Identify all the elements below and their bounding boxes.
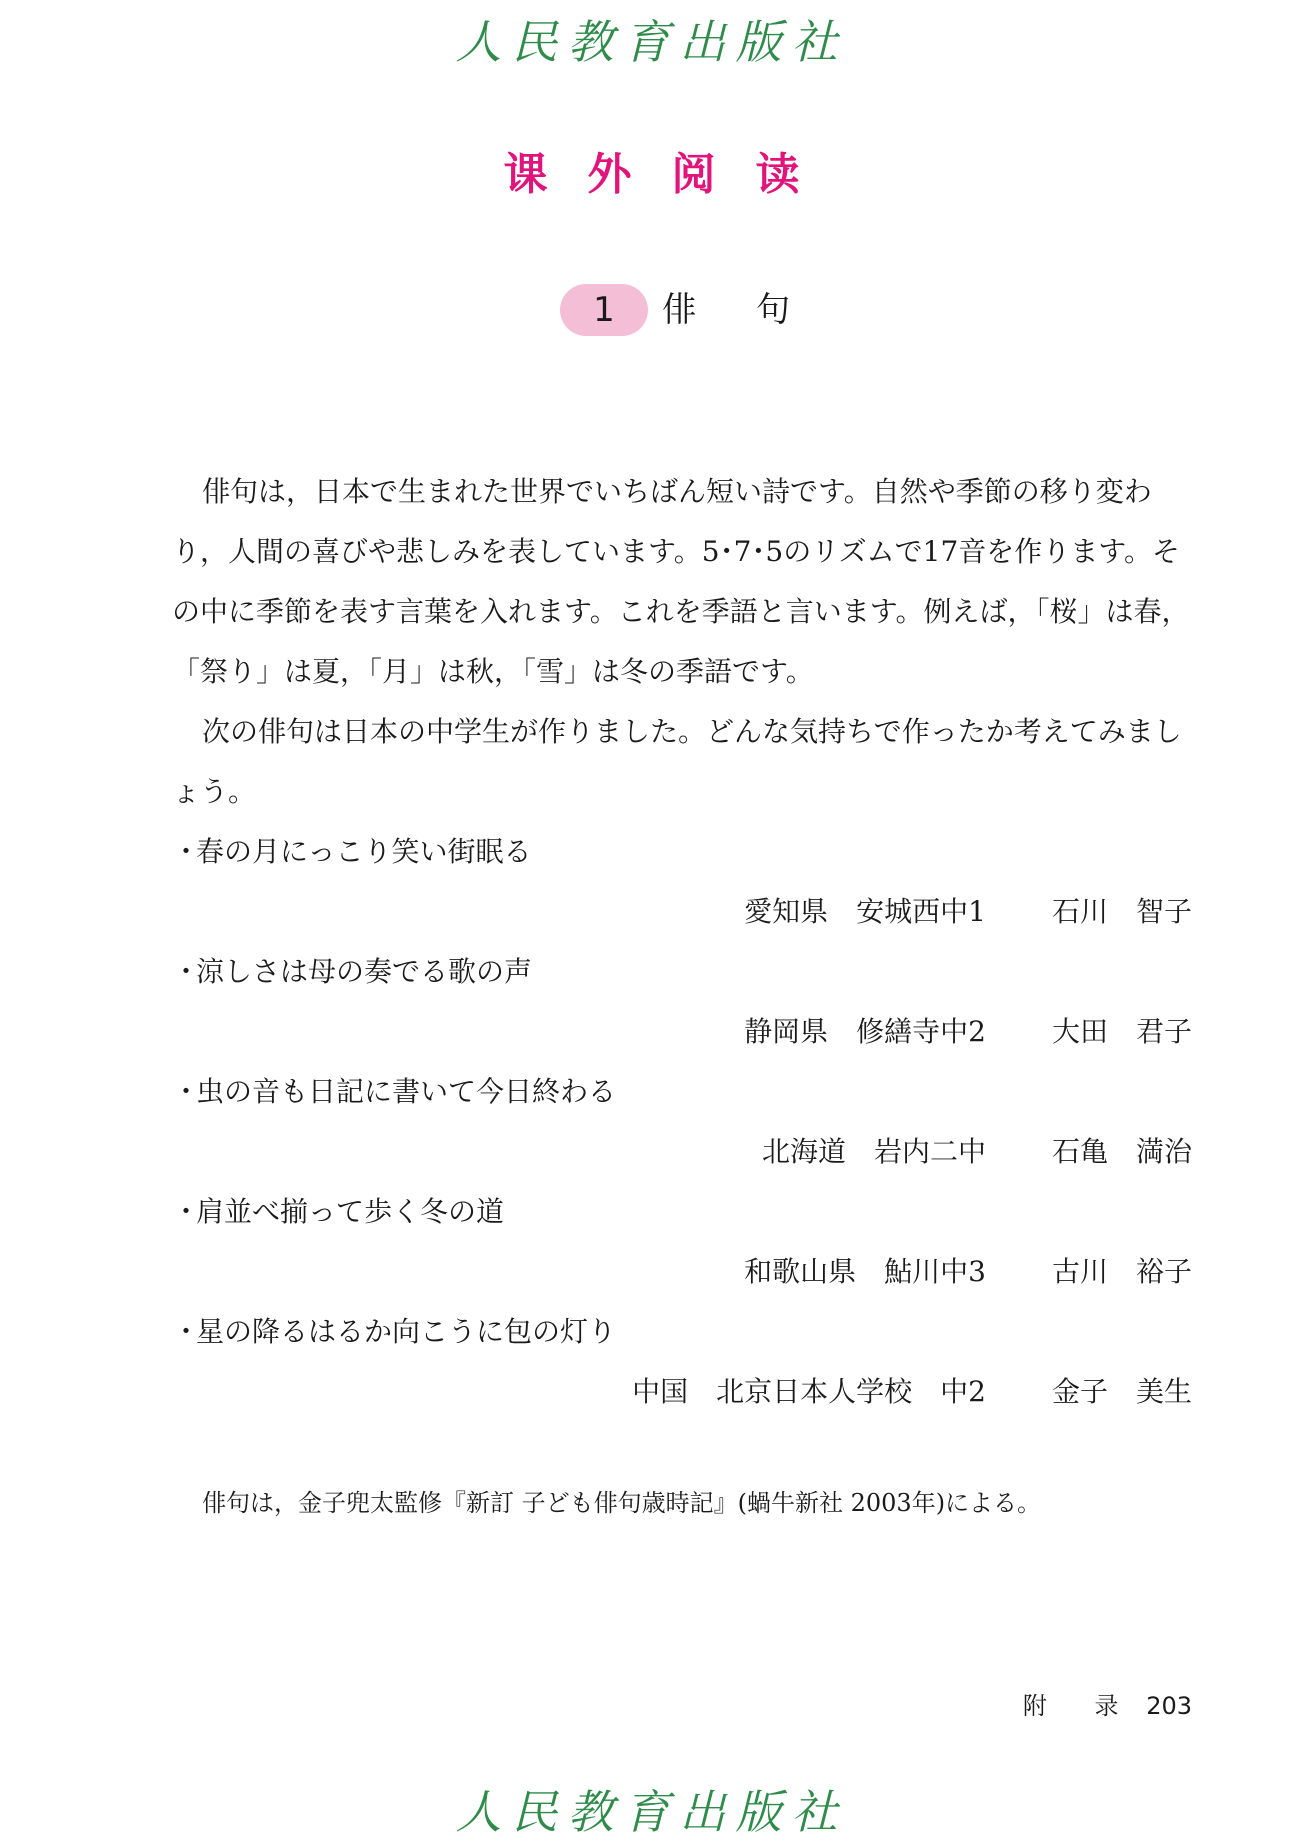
haiku-text: 肩並べ揃って歩く冬の道 bbox=[196, 1195, 505, 1228]
haiku-text: 春の月にっこり笑い街眠る bbox=[196, 835, 532, 868]
source-footnote: 俳句は，金子兜太監修『新訂 子ども俳句歳時記』(蝸牛新社 2003年)による。 bbox=[202, 1489, 1042, 1517]
haiku-school: 和歌山県 鮎川中3 bbox=[744, 1255, 986, 1288]
appendix-label: 附 录 bbox=[1022, 1692, 1139, 1720]
intro-paragraph-1: 俳句は，日本で生まれた世界でいちばん短い詩です。自然や季節の移り変わり，人間の喜びや悲しみを表しています。5･7･5のリズムで17音を作ります。その中に季節を表す言葉を入れます。これを季語と言います。例えば，「桜」は春，「祭り」は夏，「月」は秋，「雪」は冬の季語です。 bbox=[172, 475, 1190, 688]
haiku-author: 金子 美生 bbox=[1051, 1375, 1192, 1408]
haiku-attribution bbox=[172, 1122, 1192, 1182]
haiku-line: ・涼しさは母の奏でる歌の声 bbox=[172, 955, 533, 988]
haiku-author: 古川 裕子 bbox=[1051, 1255, 1192, 1288]
haiku-school: 愛知県 安城西中1 bbox=[744, 895, 986, 928]
haiku-attribution bbox=[172, 1362, 1192, 1422]
page-footer bbox=[1023, 1686, 1192, 1721]
haiku-line: ・春の月にっこり笑い街眠る bbox=[172, 835, 532, 868]
haiku-line: ・虫の音も日記に書いて今日終わる bbox=[172, 1075, 617, 1108]
publisher-footer: 人民教育出版社 bbox=[455, 1785, 848, 1839]
haiku-entry bbox=[172, 942, 1192, 1062]
haiku-line: ・星の降るはるか向こうに包の灯り bbox=[172, 1315, 617, 1348]
haiku-school: 静岡県 修繕寺中2 bbox=[744, 1015, 986, 1048]
haiku-entry bbox=[172, 1062, 1192, 1182]
haiku-school: 中国 北京日本人学校 中2 bbox=[632, 1375, 986, 1408]
haiku-attribution bbox=[172, 882, 1192, 942]
haiku-entry bbox=[172, 1302, 1192, 1422]
haiku-attribution bbox=[172, 1002, 1192, 1062]
section-title: 课外阅读 bbox=[503, 149, 840, 200]
haiku-line: ・肩並べ揃って歩く冬の道 bbox=[172, 1195, 505, 1228]
page-number: 203 bbox=[1146, 1692, 1192, 1720]
haiku-author: 石川 智子 bbox=[1051, 895, 1192, 928]
haiku-text: 涼しさは母の奏でる歌の声 bbox=[196, 955, 533, 988]
chapter-heading bbox=[0, 282, 1303, 342]
haiku-school: 北海道 岩内二中 bbox=[761, 1135, 986, 1168]
haiku-entry bbox=[172, 822, 1192, 942]
haiku-text: 星の降るはるか向こうに包の灯り bbox=[196, 1315, 617, 1348]
haiku-author: 大田 君子 bbox=[1051, 1015, 1192, 1048]
chapter-number-badge: 1 bbox=[560, 284, 648, 336]
chapter-title: 俳句 bbox=[662, 290, 850, 330]
haiku-entry bbox=[172, 1182, 1192, 1302]
publisher-header: 人民教育出版社 bbox=[455, 15, 848, 69]
haiku-author: 石亀 満治 bbox=[1051, 1135, 1192, 1168]
haiku-attribution bbox=[172, 1242, 1192, 1302]
intro-paragraph-2: 次の俳句は日本の中学生が作りました。どんな気持ちで作ったか考えてみましょう。 bbox=[172, 715, 1182, 808]
haiku-text: 虫の音も日記に書いて今日終わる bbox=[196, 1075, 617, 1108]
article-body bbox=[172, 462, 1192, 1422]
